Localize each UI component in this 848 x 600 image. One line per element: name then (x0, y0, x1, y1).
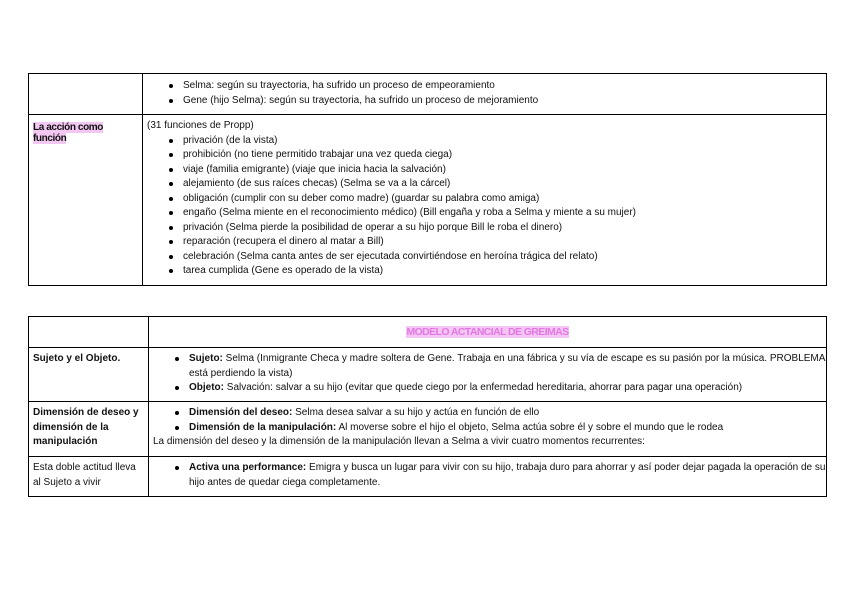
item-text: Salvación: salvar a su hijo (evitar que quede ciego por la enfermedad hereditaria, ahorrar para pagar una operación) (224, 382, 743, 393)
list-item: alejamiento (de sus raíces checas) (Selma se va a la cárcel) (143, 177, 826, 192)
list-item: tarea cumplida (Gene es operado de la vista) (143, 264, 826, 279)
list-item: viaje (familia emigrante) (viaje que inicia hacia la salvación) (143, 163, 826, 178)
dimension-list (149, 406, 826, 435)
list-item (149, 352, 826, 381)
list-item: privación (Selma pierde la posibilidad de operar a su hijo porque Bill le roba el dinero) (143, 221, 826, 236)
row-label: Esta doble actitud lleva al Sujeto a vivir (29, 457, 149, 497)
table-row (29, 115, 827, 286)
trajectory-list (143, 79, 826, 108)
subject-object-list (149, 352, 826, 396)
row-label: Sujeto y el Objeto. (29, 348, 149, 402)
table-cell (149, 457, 827, 497)
table-row (29, 402, 827, 457)
dimension-note: La dimensión del deseo y la dimensión de la manipulación llevan a Selma a vivir cuatro momentos recurrentes: (153, 436, 645, 447)
item-text: Selma desea salvar a su hijo y actúa en función de ello (292, 407, 540, 418)
item-text: Emigra y busca un lugar para vivir con su hijo, trabaja duro para ahorrar y así poder dejar pagada la operación de su hijo antes de quedar ciega completamente. (189, 462, 826, 488)
table-row (29, 74, 827, 115)
propp-intro: (31 funciones de Propp) (147, 120, 254, 131)
item-title: Dimensión del deseo: (189, 407, 293, 418)
item-text: Al moverse sobre el hijo el objeto, Selma actúa sobre él y sobre el mundo que le rodea (336, 421, 724, 433)
table-row (29, 457, 827, 497)
propp-functions-list (143, 134, 826, 279)
item-title: Dimensión de la manipulación: (189, 421, 337, 433)
table-row (29, 348, 827, 402)
table-row (29, 317, 827, 348)
list-item: Selma: según su trayectoria, ha sufrido un proceso de empeoramiento (143, 79, 826, 94)
greimas-model-table (28, 316, 827, 497)
table-cell-empty (29, 317, 149, 348)
table-cell (149, 348, 827, 402)
table-cell (143, 74, 827, 115)
list-item (149, 381, 826, 396)
item-text: Selma (Inmigrante Checa y madre soltera de Gene. Trabaja en una fábrica y su vía de escape es su pasión por la música. PROBLEMA está perdiendo la vista) (189, 353, 825, 379)
row-label: Dimensión de deseo y dimensión de la manipulación (29, 402, 149, 457)
item-title: Activa una performance: (189, 462, 307, 473)
table-cell (149, 402, 827, 457)
list-item: engaño (Selma miente en el reconocimiento médico) (Bill engaña y roba a Selma y miente a su mujer) (143, 206, 826, 221)
list-item: prohibición (no tiene permitido trabajar una vez queda ciega) (143, 148, 826, 163)
list-item (149, 406, 826, 421)
greimas-header: MODELO ACTANCIAL DE GREIMAS (406, 326, 569, 338)
table-cell (149, 317, 827, 348)
list-item: privación (de la vista) (143, 134, 826, 149)
list-item: Gene (hijo Selma): según su trayectoria, ha sufrido un proceso de mejoramiento (143, 94, 826, 109)
list-item (149, 461, 826, 490)
table-cell-empty (29, 74, 143, 115)
list-item: reparación (recupera el dinero al matar a Bill) (143, 235, 826, 250)
item-title: Objeto: (189, 382, 224, 393)
list-item: celebración (Selma canta antes de ser ejecutada convirtiéndose en heroína trágica del relato) (143, 250, 826, 265)
table-cell (29, 115, 143, 286)
row-label-highlighted: La acción como función (33, 122, 103, 144)
item-title: Sujeto: (189, 353, 223, 364)
propp-functions-table (28, 73, 827, 286)
table-cell (143, 115, 827, 286)
list-item: obligación (cumplir con su deber como madre) (guardar su palabra como amiga) (143, 192, 826, 207)
performance-list (149, 461, 826, 490)
list-item (149, 421, 826, 436)
